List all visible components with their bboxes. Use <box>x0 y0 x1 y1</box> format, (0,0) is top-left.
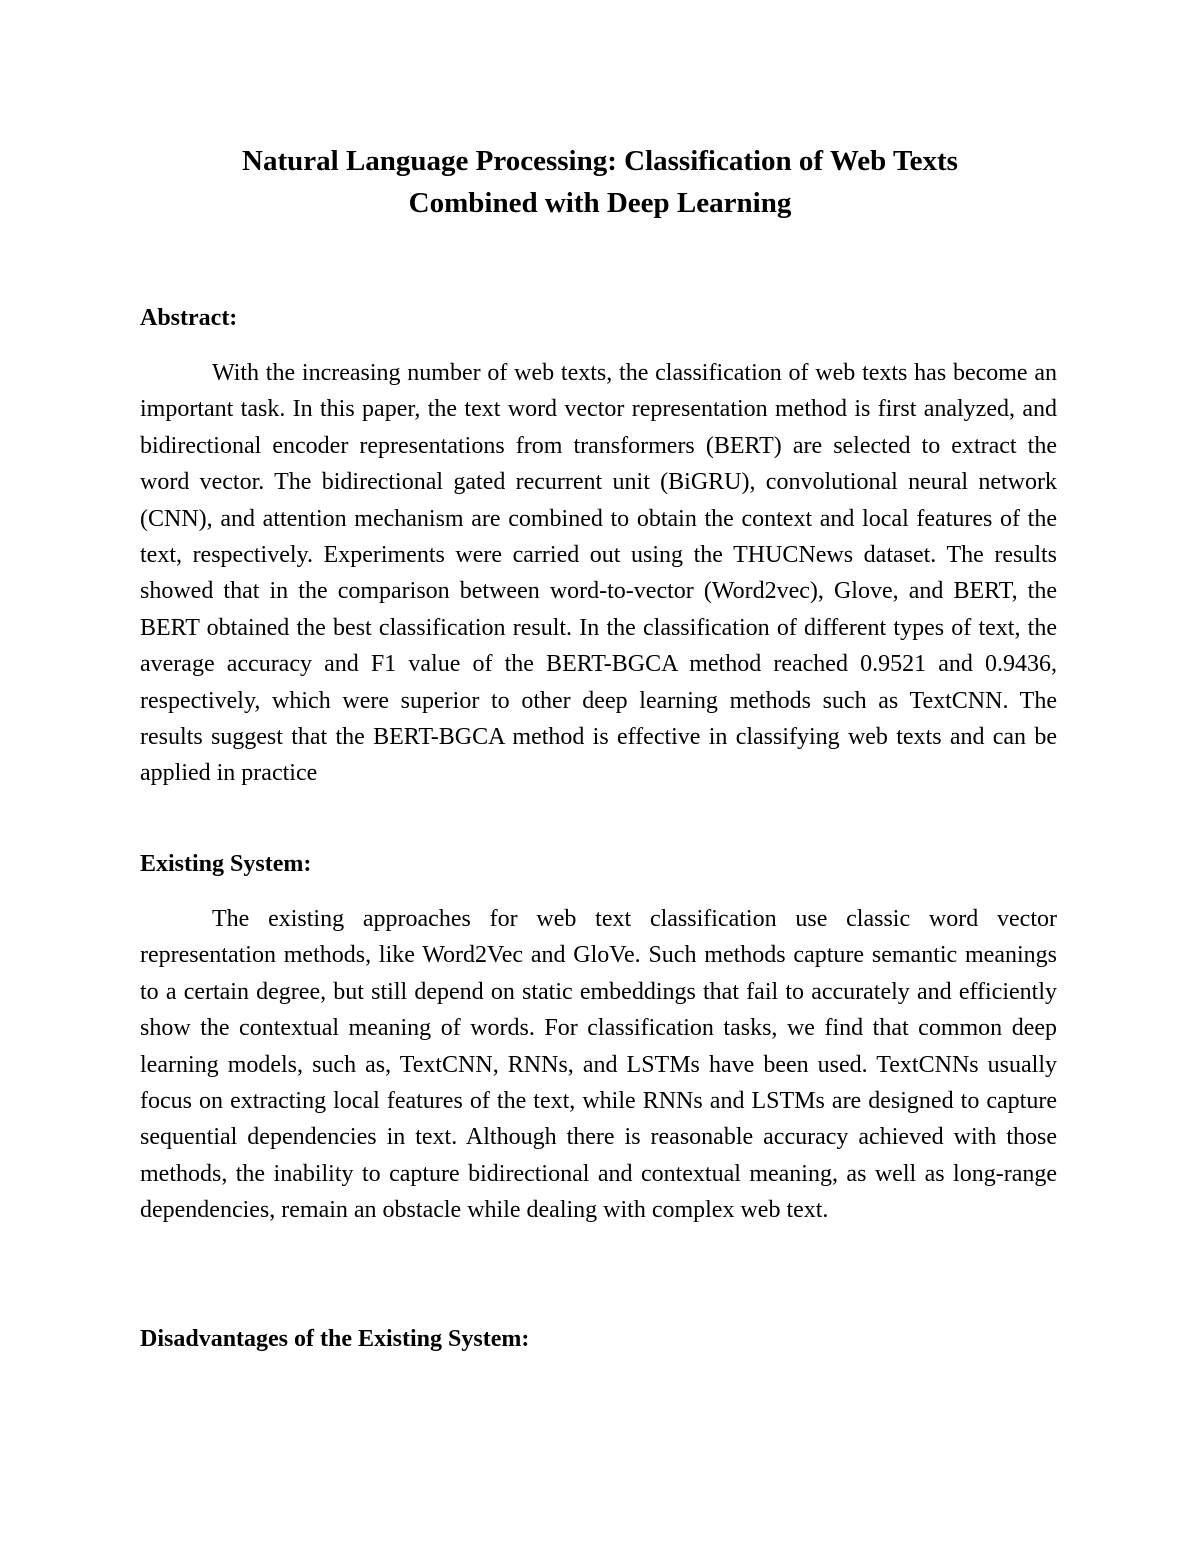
abstract-heading: Abstract: <box>140 305 238 331</box>
abstract-paragraph: With the increasing number of web texts, the classification of web texts has become an important task. In this paper, the text word vector representation method is first analyzed, and bidirectional encoder representations from transformers (BERT) are selected to extract the word vector. The bidirectional gated recurrent unit (BiGRU), convolutional neural network (CNN), and attention mechanism are combined to obtain the context and local features of the text, respectively. Experiments were carried out using the THUCNews dataset. The results showed that in the comparison between word-to-vector (Word2vec), Glove, and BERT, the BERT obtained the best classification result. In the classification of different types of text, the average accuracy and F1 value of the BERT-BGCA method reached 0.9521 and 0.9436, respectively, which were superior to other deep learning methods such as TextCNN. The results suggest that the BERT-BGCA method is effective in classifying web texts and can be applied in practice <box>140 360 1057 787</box>
disadvantages-heading: Disadvantages of the Existing System: <box>140 1326 530 1352</box>
existing-system-paragraph: The existing approaches for web text classification use classic word vector representation methods, like Word2Vec and GloVe. Such methods capture semantic meanings to a certain degree, but still depend on static embeddings that fail to accurately and efficiently show the contextual meaning of words. For classification tasks, we find that common deep learning models, such as, TextCNN, RNNs, and LSTMs have been used. TextCNNs usually focus on extracting local features of the text, while RNNs and LSTMs are designed to capture sequential dependencies in text. Although there is reasonable accuracy achieved with those methods, the inability to capture bidirectional and contextual meaning, as well as long-range dependencies, remain an obstacle while dealing with complex web text. <box>140 906 1057 1224</box>
document-title <box>140 140 1060 224</box>
existing-system-heading: Existing System: <box>140 851 312 877</box>
title-line-2: Combined with Deep Learning <box>408 187 792 219</box>
title-line-1: Natural Language Processing: Classification of Web Texts <box>242 145 958 177</box>
